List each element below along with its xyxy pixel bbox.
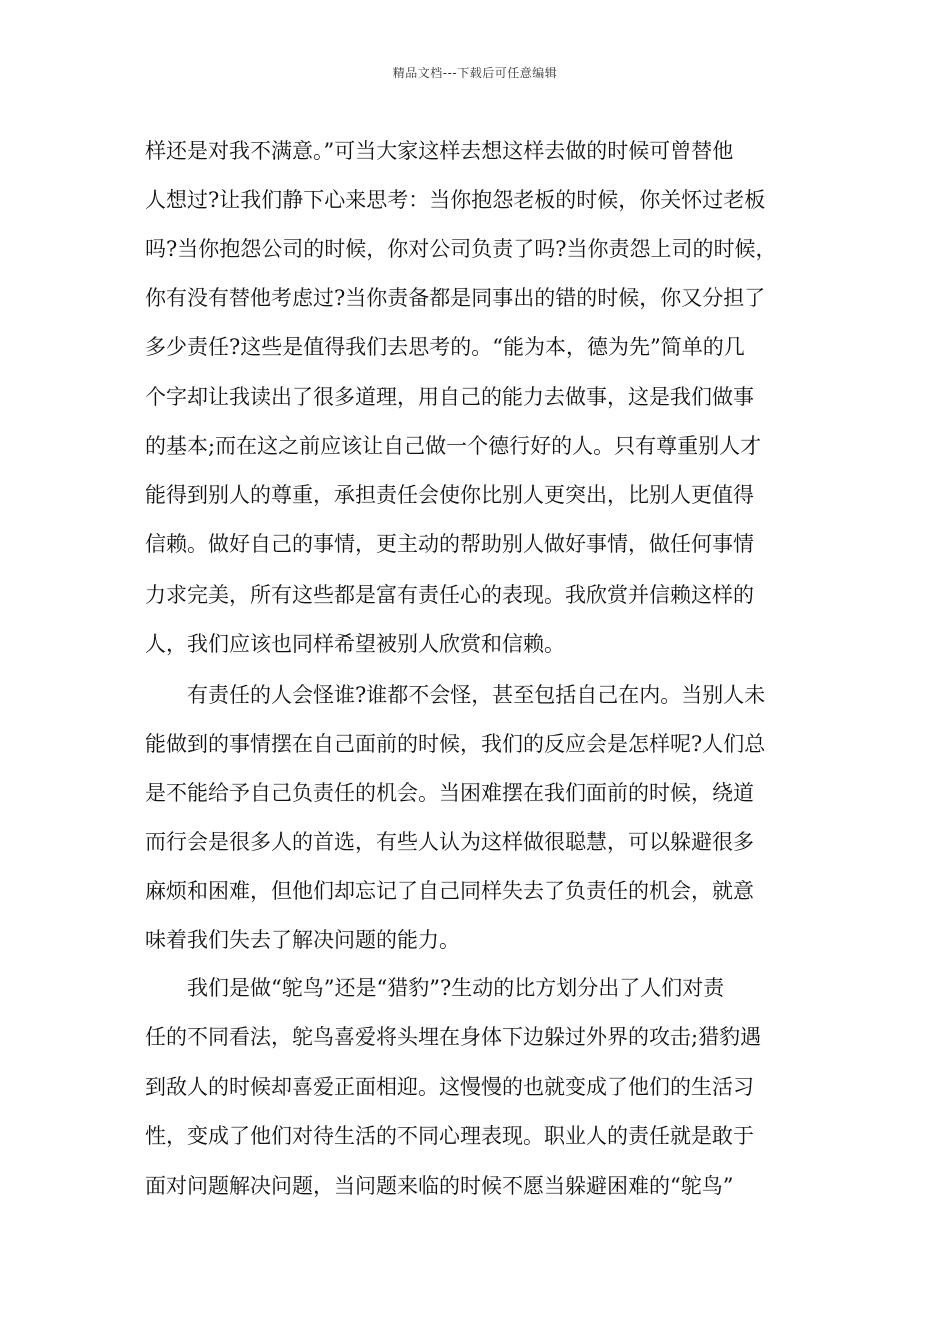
text-line: 样还是对我不满意。”可当大家这样去想这样去做的时候可曾替他 (145, 139, 734, 163)
text-line: 吗?当你抱怨公司的时候，你对公司负责了吗?当你责怨上司的时候， (145, 237, 777, 261)
text-line: 到敌人的时候却喜爱正面相迎。这慢慢的也就变成了他们的生活习 (145, 1075, 754, 1099)
text-line: 你有没有替他考虑过?当你责备都是同事出的错的时候，你又分担了 (145, 286, 766, 310)
text-line: 能得到别人的尊重，承担责任会使你比别人更突出，比别人更值得 (145, 483, 754, 507)
text-line: 是不能给予自己负责任的机会。当困难摆在我们面前的时候，绕道 (145, 781, 754, 805)
text-line: 麻烦和困难，但他们却忘记了自己同样失去了负责任的机会，就意 (145, 879, 754, 903)
text-line: 的基本;而在这之前应该让自己做一个德行好的人。只有尊重别人才 (145, 434, 762, 458)
text-line: 个字却让我读出了很多道理，用自己的能力去做事，这是我们做事 (145, 385, 754, 409)
text-line: 任的不同看法，鸵鸟喜爱将头埋在身体下边躲过外界的攻击;猎豹遇 (145, 1025, 762, 1049)
text-line: 人想过?让我们静下心来思考：当你抱怨老板的时候，你关怀过老板 (145, 188, 766, 212)
paragraph-first-line: 有责任的人会怪谁?谁都不会怪，甚至包括自己在内。当别人未 (187, 683, 766, 707)
text-line: 能做到的事情摆在自己面前的时候，我们的反应会是怎样呢?人们总 (145, 732, 766, 756)
text-line: 多少责任?这些是值得我们去思考的。“能为本，德为先”简单的几 (145, 335, 745, 359)
text-line: 而行会是很多人的首选，有些人认为这样做很聪慧，可以躲避很多 (145, 830, 754, 854)
text-line: 信赖。做好自己的事情，更主动的帮助别人做好事情，做任何事情 (145, 532, 754, 556)
text-line: 面对问题解决问题，当问题来临的时候不愿当躲避困难的“鸵鸟” (145, 1174, 734, 1198)
text-line: 人，我们应该也同样希望被别人欣赏和信赖。 (145, 632, 565, 656)
paragraph-first-line: 我们是做“鸵鸟”还是“猎豹”?生动的比方划分出了人们对责 (187, 976, 725, 1000)
text-line: 力求完美，所有这些都是富有责任心的表现。我欣赏并信赖这样的 (145, 583, 754, 607)
page-header: 精品文档---下载后可任意编辑 (392, 66, 558, 80)
text-line: 性，变成了他们对待生活的不同心理表现。职业人的责任就是敢于 (145, 1124, 754, 1148)
text-line: 味着我们失去了解决问题的能力。 (145, 928, 460, 952)
